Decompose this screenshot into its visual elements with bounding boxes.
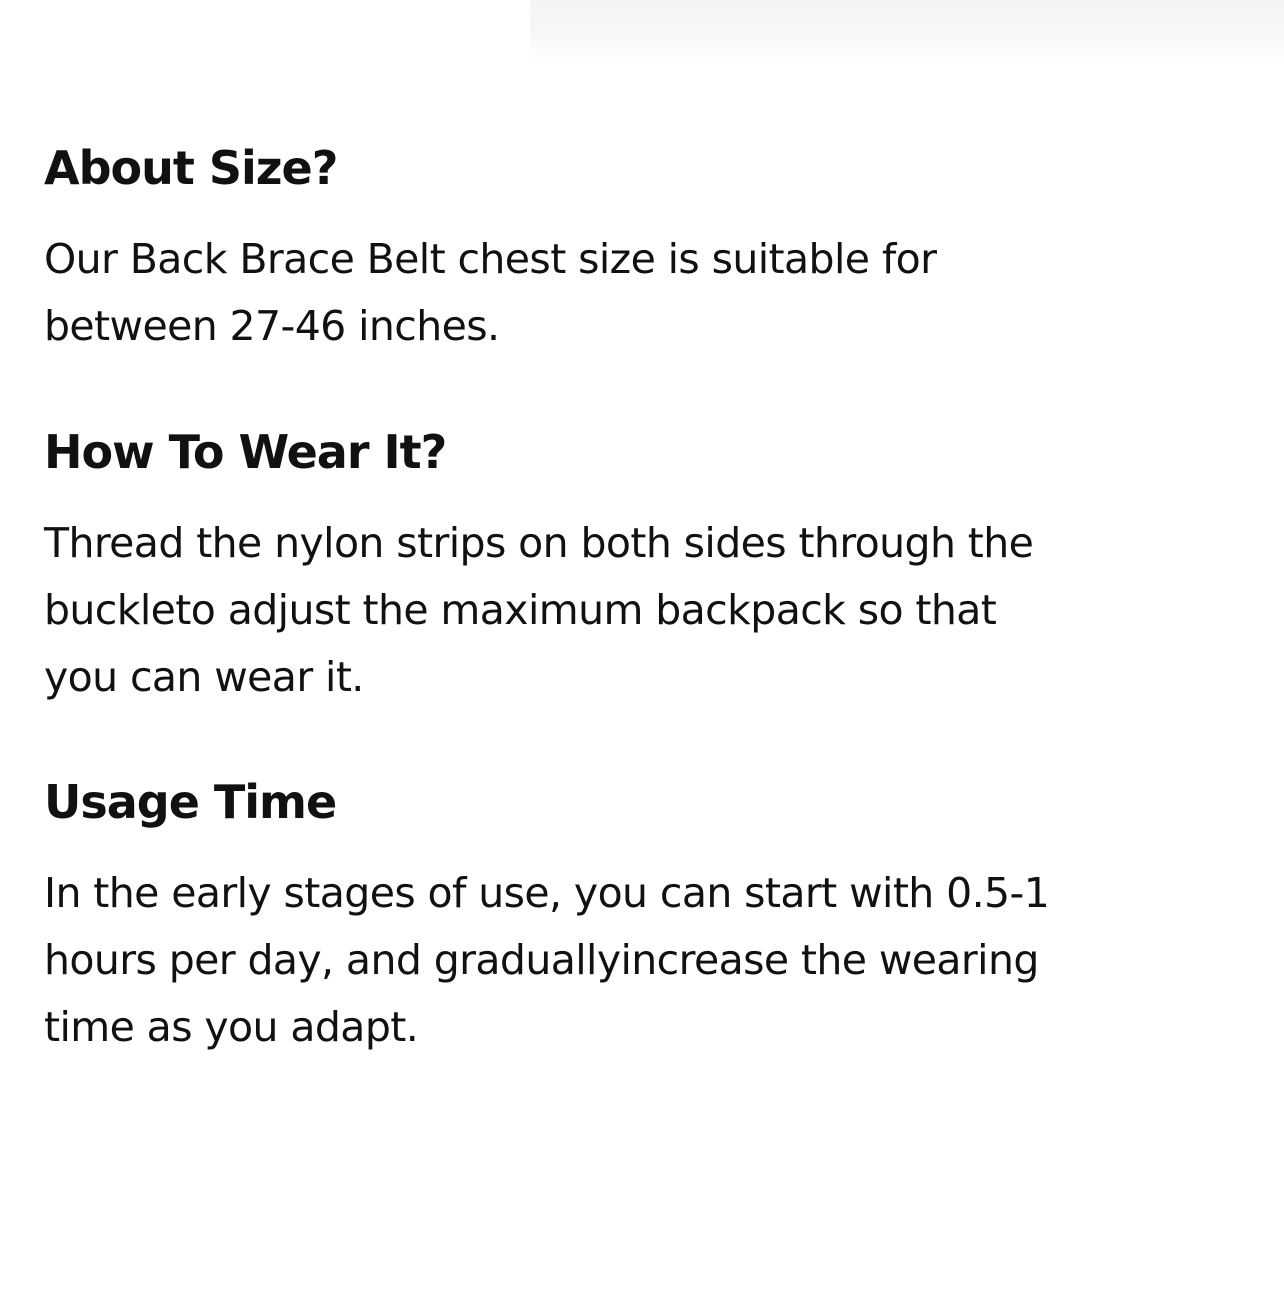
text-line: Thread the nylon strips on both sides through the (44, 519, 1034, 567)
text-line: time as you adapt. (44, 1003, 419, 1051)
text-line: you can wear it. (44, 653, 364, 701)
text-line: between 27-46 inches. (44, 302, 500, 350)
about-size-heading: About Size? (44, 141, 338, 195)
usage-time-text (44, 860, 1049, 1061)
text-line: In the early stages of use, you can start with 0.5-1 (44, 869, 1050, 917)
how-to-wear-heading: How To Wear It? (44, 425, 447, 479)
how-to-wear-text (44, 510, 1033, 711)
text-line: Our Back Brace Belt chest size is suitable for (44, 235, 937, 283)
about-size-text (44, 226, 936, 360)
text-line: hours per day, and graduallyincrease the wearing (44, 936, 1039, 984)
usage-time-heading: Usage Time (44, 775, 337, 829)
top-shadow-band (530, 0, 1284, 62)
text-line: buckleto adjust the maximum backpack so that (44, 586, 997, 634)
